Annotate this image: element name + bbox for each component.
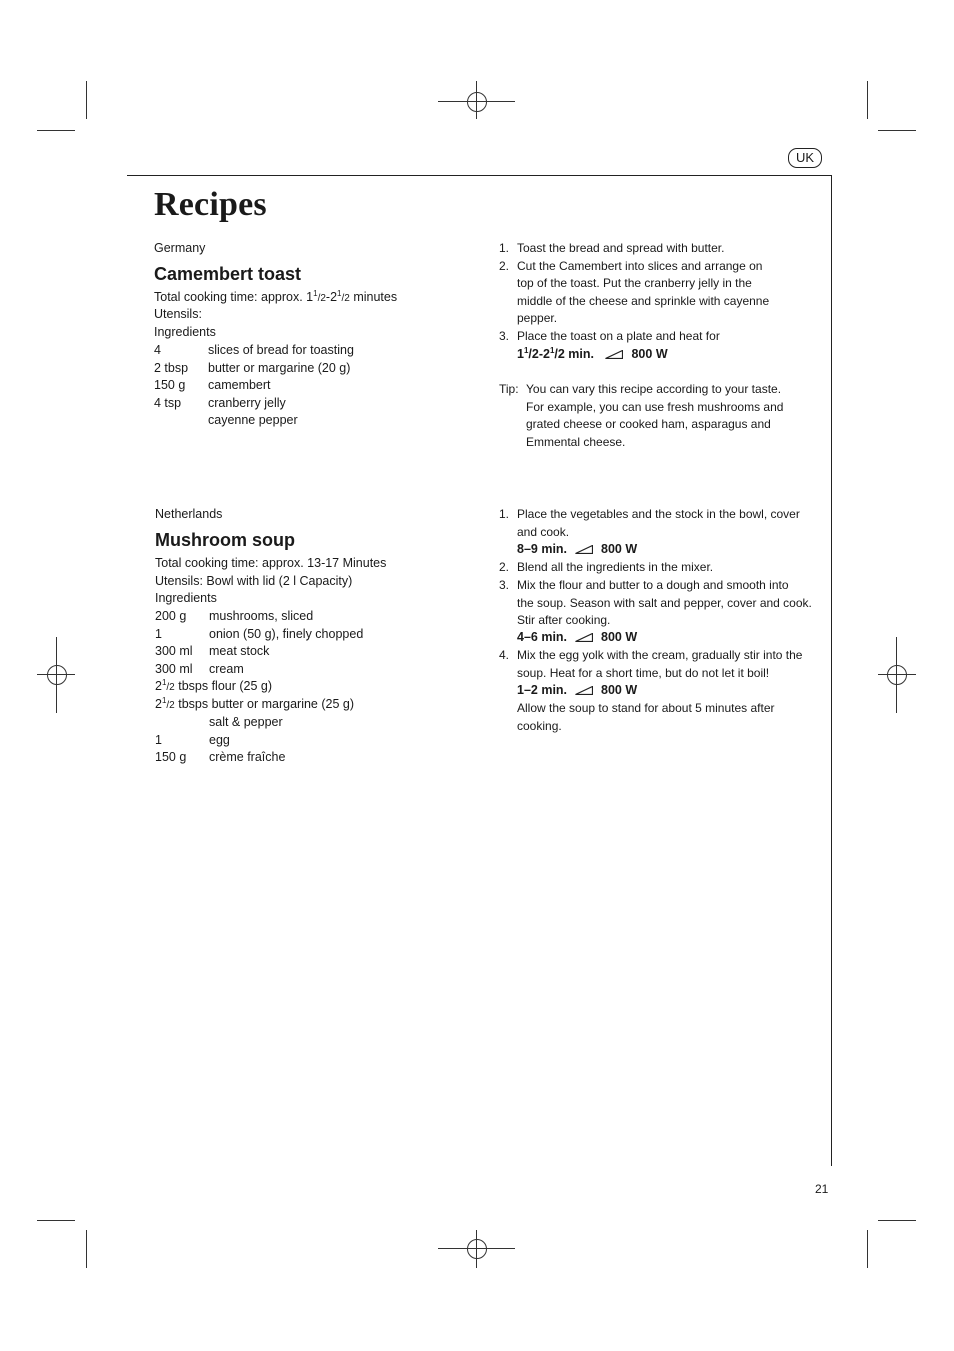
step-text: Stir after cooking.	[517, 613, 611, 628]
time-text: minutes	[349, 290, 398, 304]
crop-mark	[86, 1230, 87, 1268]
ingredient-qty: 300 ml	[155, 661, 193, 676]
registration-mark-line	[896, 637, 897, 713]
ingredient-qty: 2 tbsp	[154, 360, 189, 375]
setting-power: 800 W	[601, 630, 638, 644]
fraction-numerator: 1	[523, 345, 529, 355]
step-number: 2.	[499, 560, 510, 574]
tip-line: grated cheese or cooked ham, asparagus and	[526, 417, 771, 432]
setting-power: 800 W	[601, 683, 638, 697]
crop-mark	[867, 81, 868, 119]
crop-mark	[878, 130, 916, 131]
setting-time: 1	[517, 347, 524, 361]
utensils-label: Utensils: Bowl with lid (2 l Capacity)	[155, 574, 353, 588]
setting-time: /2 min.	[554, 347, 594, 361]
tip-line: You can vary this recipe according to your taste.	[526, 382, 782, 396]
fraction-denominator: /2	[166, 682, 175, 693]
ingredient-qty: 1	[155, 626, 162, 641]
page-number: 21	[815, 1182, 829, 1196]
crop-mark	[867, 1230, 868, 1268]
ingredient-qty: 2	[155, 679, 162, 693]
setting-time: 8–9 min.	[517, 542, 568, 556]
step	[499, 647, 829, 683]
ingredient-item: tbsps butter or margarine (25 g)	[178, 697, 355, 711]
recipe-country: Netherlands	[155, 507, 223, 521]
ingredient-qty: 2	[155, 697, 162, 711]
ingredient-item: cream	[209, 661, 244, 676]
step-text: middle of the cheese and sprinkle with cayenne	[517, 293, 770, 308]
step-note: Allow the soup to stand for about 5 minutes after	[517, 701, 775, 715]
ingredient-qty: 150 g	[154, 378, 186, 393]
crop-mark	[86, 81, 87, 119]
step-text: top of the toast. Put the cranberry jelly in the	[517, 276, 752, 291]
utensils-label: Utensils:	[154, 307, 202, 321]
recipe-name: Camembert toast	[154, 264, 302, 284]
registration-mark	[887, 665, 907, 685]
right-margin-rule	[831, 175, 832, 1166]
registration-mark-line	[476, 81, 477, 119]
ingredient-row	[155, 678, 272, 697]
setting-time: 1–2 min.	[517, 683, 568, 697]
step	[499, 506, 829, 542]
header-rule	[127, 175, 832, 176]
fraction-numerator: 1	[161, 677, 167, 687]
ingredient-item: onion (50 g), finely chopped	[209, 626, 364, 641]
cooking-setting	[517, 541, 637, 559]
microwave-power-icon	[605, 350, 623, 359]
registration-mark	[467, 92, 487, 112]
ingredient-qty: 1	[155, 732, 162, 747]
ingredient-item: crème fraîche	[209, 750, 286, 765]
recipe-name: Mushroom soup	[155, 530, 295, 550]
fraction-numerator: 1	[549, 345, 555, 355]
step	[499, 559, 829, 577]
tip-line: For example, you can use fresh mushrooms and	[526, 399, 784, 414]
step-text: the soup. Season with salt and pepper, cover and cook.	[517, 595, 812, 610]
setting-power: 800 W	[601, 542, 638, 556]
crop-mark	[37, 1220, 75, 1221]
step	[499, 577, 829, 631]
recipe-country: Germany	[154, 241, 206, 255]
ingredient-item: mushrooms, sliced	[209, 609, 314, 623]
step-text: Place the toast on a plate and heat for	[517, 329, 720, 343]
step-text: pepper.	[517, 311, 558, 326]
step-number: 4.	[499, 648, 510, 662]
registration-mark-line	[56, 637, 57, 713]
tip-label: Tip:	[499, 382, 519, 396]
fraction-numerator: 1	[313, 288, 318, 298]
step-number: 1.	[499, 241, 510, 255]
fraction-numerator: 1	[337, 288, 342, 298]
ingredient-item: cayenne pepper	[208, 413, 298, 428]
registration-mark-line	[476, 1230, 477, 1268]
step-number: 3.	[499, 329, 510, 343]
ingredient-item: egg	[209, 732, 230, 747]
time-text: -2	[325, 290, 338, 304]
ingredient-qty: 150 g	[155, 750, 187, 765]
ingredient-item: camembert	[208, 378, 271, 393]
page-title: Recipes	[154, 186, 267, 223]
step-text: Place the vegetables and the stock in the bowl, cover	[517, 507, 800, 521]
step-number: 3.	[499, 578, 510, 592]
fraction-denominator: /2	[166, 700, 175, 711]
cooking-setting	[517, 629, 637, 647]
step-text: Blend all the ingredients in the mixer.	[517, 560, 714, 574]
step-number: 1.	[499, 507, 510, 521]
step-text: Toast the bread and spread with butter.	[517, 241, 725, 255]
ingredient-item: tbsps flour (25 g)	[178, 679, 273, 693]
cooking-setting	[517, 682, 637, 700]
ingredient-qty: 200 g	[155, 609, 187, 623]
ingredient-item: slices of bread for toasting	[208, 343, 354, 357]
crop-mark	[37, 130, 75, 131]
setting-time: 4–6 min.	[517, 630, 568, 644]
step-text: and cook.	[517, 524, 570, 539]
language-badge: UK	[788, 148, 822, 168]
step-text: Cut the Camembert into slices and arrange on	[517, 258, 763, 273]
ingredient-item: cranberry jelly	[208, 395, 286, 410]
step-number: 2.	[499, 258, 510, 273]
total-cooking-time	[154, 289, 397, 308]
registration-mark	[47, 665, 67, 685]
ingredients-label: Ingredients	[155, 591, 217, 605]
total-cooking-time: Total cooking time: approx. 13-17 Minutes	[155, 556, 387, 570]
fraction-numerator: 1	[161, 695, 167, 705]
ingredient-qty: 300 ml	[155, 644, 193, 659]
ingredient-qty: 4 tsp	[154, 395, 182, 410]
step-text: Mix the flour and butter to a dough and smooth into	[517, 578, 789, 592]
setting-time: /2-2	[528, 347, 550, 361]
microwave-power-icon	[575, 686, 593, 695]
cooking-setting	[517, 346, 668, 364]
step-text: Mix the egg yolk with the cream, gradually stir into the	[517, 648, 803, 662]
tip-line: Emmental cheese.	[526, 434, 626, 449]
step-note: cooking.	[517, 719, 562, 733]
time-text: Total cooking time: approx. 1	[154, 290, 314, 304]
ingredient-item: butter or margarine (20 g)	[208, 360, 351, 375]
microwave-power-icon	[575, 633, 593, 642]
setting-power: 800 W	[631, 347, 668, 361]
microwave-power-icon	[575, 545, 593, 554]
registration-mark-line	[878, 674, 916, 675]
registration-mark	[467, 1239, 487, 1259]
ingredient-item: meat stock	[209, 644, 270, 659]
ingredient-item: salt & pepper	[209, 715, 283, 729]
step-text: soup. Heat for a short time, but do not let it boil!	[517, 665, 770, 680]
ingredients-label: Ingredients	[154, 325, 216, 339]
crop-mark	[878, 1220, 916, 1221]
ingredient-row	[155, 696, 354, 715]
ingredient-qty: 4	[154, 343, 161, 357]
fraction-denominator: /2	[317, 293, 326, 304]
fraction-denominator: /2	[341, 293, 350, 304]
